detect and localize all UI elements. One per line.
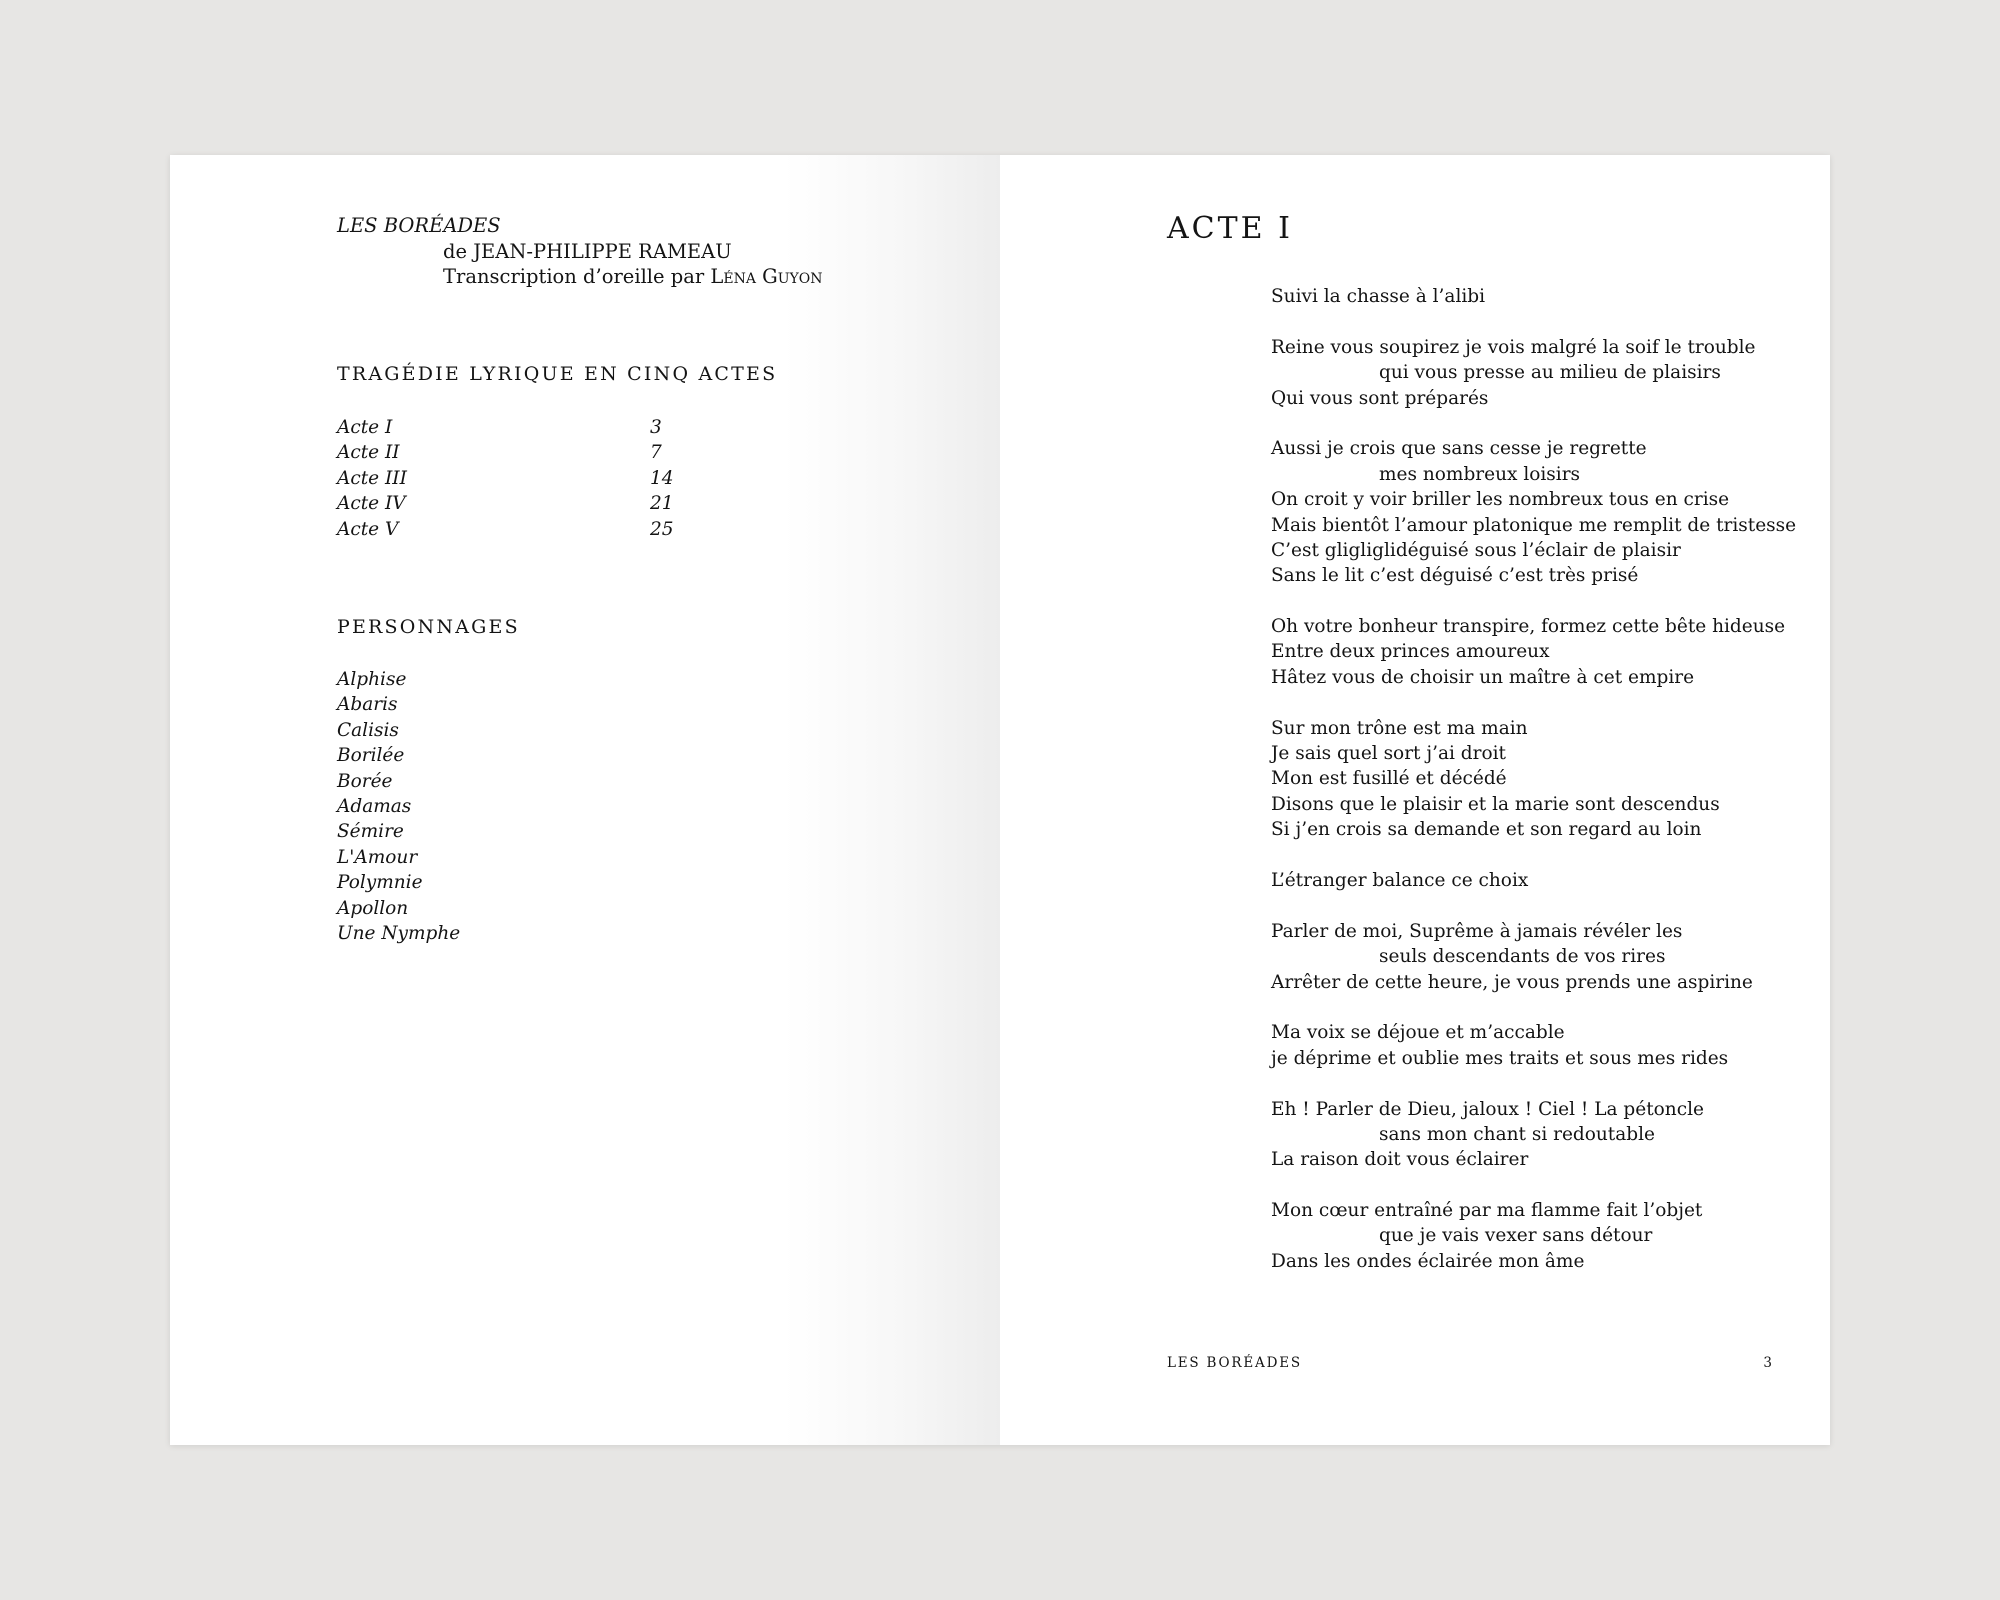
transcriber-name: Léna Guyon — [710, 265, 823, 288]
verse-line: Mais bientôt l’amour platonique me remplit de tristesse — [1271, 514, 1797, 536]
verse-line: Si j’en crois sa demande et son regard au loin — [1271, 819, 1702, 841]
running-footer-title: LES BORÉADES — [1167, 1355, 1302, 1371]
character-name: Calisis — [337, 719, 399, 741]
verse-line: Arrêter de cette heure, je vous prends une aspirine — [1271, 971, 1753, 993]
verse-line: Aussi je crois que sans cesse je regrette — [1271, 438, 1647, 460]
character-name: Apollon — [337, 897, 409, 919]
verse-line: Qui vous sont préparés — [1271, 387, 1489, 409]
stanza-break — [1271, 843, 1796, 868]
verse-line: Eh ! Parler de Dieu, jaloux ! Ciel ! La pétoncle — [1271, 1098, 1704, 1120]
verse-line: sans mon chant si redoutable — [1379, 1123, 1655, 1145]
stanza-break — [1271, 1071, 1796, 1096]
verse-line: Ma voix se déjoue et m’accable — [1271, 1022, 1565, 1044]
verse-line: que je vais vexer sans détour — [1379, 1225, 1653, 1247]
verse-line: C’est gligliglidéguisé sous l’éclair de plaisir — [1271, 539, 1681, 561]
transcription-prefix: Transcription d’oreille par — [443, 265, 705, 288]
composer-name: JEAN-PHILIPPE RAMEAU — [473, 239, 732, 263]
verse-line: L’étranger balance ce choix — [1271, 869, 1529, 891]
toc-row — [337, 440, 674, 465]
toc-label: Acte V — [337, 518, 399, 540]
character-name: Abaris — [337, 694, 398, 716]
verse-line: Reine vous soupirez je vois malgré la soif le trouble — [1271, 336, 1756, 358]
act-heading: ACTE I — [1167, 211, 1293, 246]
character-name: Sémire — [337, 821, 404, 843]
verse-line: Disons que le plaisir et la marie sont descendus — [1271, 793, 1720, 815]
verse-line: Parler de moi, Suprême à jamais révéler les — [1271, 920, 1683, 942]
stanza-break — [1271, 589, 1796, 614]
toc-page: 7 — [650, 442, 662, 464]
toc-page: 14 — [650, 467, 674, 489]
toc-row — [337, 466, 674, 491]
character-name: Adamas — [337, 796, 412, 818]
stanza-break — [1271, 411, 1796, 436]
transcription-line — [337, 264, 823, 290]
toc-page: 3 — [650, 417, 662, 438]
right-page — [1000, 155, 1830, 1445]
character-name: Borée — [337, 770, 393, 792]
characters-list — [337, 667, 460, 946]
verse-line: seuls descendants de vos rires — [1379, 946, 1666, 968]
composer-prefix: de — [443, 239, 468, 263]
verse-line: je déprime et oublie mes traits et sous mes rides — [1271, 1047, 1729, 1069]
verse-line: La raison doit vous éclairer — [1271, 1149, 1529, 1171]
stanza-break — [1271, 995, 1796, 1020]
verse-line: qui vous presse au milieu de plaisirs — [1379, 362, 1721, 384]
page-number: 3 — [1763, 1355, 1772, 1371]
book-spread — [170, 155, 1830, 1445]
character-name: Une Nymphe — [337, 923, 461, 945]
verse-line: Sur mon trône est ma main — [1271, 717, 1528, 739]
verse-line: Hâtez vous de choisir un maître à cet empire — [1271, 666, 1695, 688]
stanza-break — [1271, 690, 1796, 715]
toc-heading: TRAGÉDIE LYRIQUE EN CINQ ACTES — [337, 363, 778, 385]
toc-row — [337, 517, 674, 542]
characters-heading: PERSONNAGES — [337, 616, 520, 638]
toc-row — [337, 491, 674, 516]
verse-line: Mon est fusillé et décédé — [1271, 768, 1507, 790]
verse-block — [1271, 284, 1796, 1274]
composer-line — [337, 239, 823, 265]
verse-line: Entre deux princes amoureux — [1271, 641, 1550, 663]
toc-page: 21 — [650, 493, 674, 515]
verse-line: On croit y voir briller les nombreux tous en crise — [1271, 489, 1730, 511]
stanza-break — [1271, 893, 1796, 918]
verse-line: Je sais quel sort j’ai droit — [1271, 743, 1506, 765]
verse-line: Suivi la chasse à l’alibi — [1271, 286, 1486, 307]
toc-label: Acte IV — [337, 493, 406, 515]
stanza-break — [1271, 309, 1796, 334]
verse-line: Dans les ondes éclairée mon âme — [1271, 1250, 1585, 1272]
title-block — [337, 213, 823, 290]
character-name: Borilée — [337, 745, 405, 767]
character-name: L'Amour — [337, 846, 418, 868]
character-name: Alphise — [337, 669, 407, 690]
table-of-contents — [337, 415, 674, 542]
verse-line: Oh votre bonheur transpire, formez cette bête hideuse — [1271, 616, 1786, 638]
toc-label: Acte II — [337, 442, 400, 464]
toc-label: Acte III — [337, 467, 407, 489]
character-name: Polymnie — [337, 872, 423, 894]
toc-row — [337, 415, 674, 440]
verse-line: Sans le lit c’est déguisé c’est très prisé — [1271, 565, 1639, 587]
verse-line: Mon cœur entraîné par ma flamme fait l’objet — [1271, 1200, 1703, 1222]
book-title: LES BORÉADES — [337, 214, 501, 237]
toc-page: 25 — [650, 518, 674, 540]
stanza-break — [1271, 1173, 1796, 1198]
verse-line: mes nombreux loisirs — [1379, 463, 1581, 485]
toc-label: Acte I — [337, 417, 393, 438]
left-page — [170, 155, 1000, 1445]
